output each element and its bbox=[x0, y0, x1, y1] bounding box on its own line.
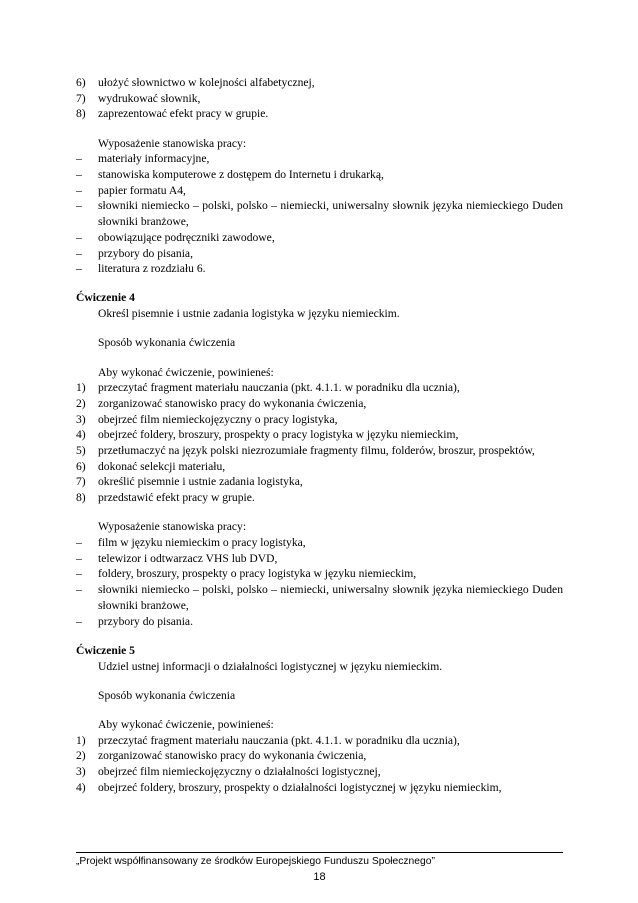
equipment-title: Wyposażenie stanowiska pracy: bbox=[98, 136, 247, 150]
list-text: obejrzeć foldery, broszury, prospekty o pracy logistyka w języku niemieckim, bbox=[98, 428, 459, 442]
dash-marker: – bbox=[76, 152, 82, 166]
list-text: słowniki niemiecko – polski, polsko – niemiecki, uniwersalny słownik języka niemieckiego Duden słowniki branżowe, bbox=[98, 583, 563, 612]
list-marker: 7) bbox=[76, 475, 86, 489]
list-item bbox=[76, 490, 563, 506]
list-item bbox=[76, 91, 563, 107]
list-text: obowiązujące podręczniki zawodowe, bbox=[98, 230, 275, 244]
exercise-4-steps bbox=[76, 380, 563, 506]
footer-divider bbox=[76, 852, 563, 853]
list-text: dokonać selekcji materiału, bbox=[98, 459, 226, 473]
list-item bbox=[76, 535, 563, 551]
exercise-5-method-title: Sposób wykonania ćwiczenia bbox=[98, 688, 236, 702]
exercise-4-equipment bbox=[76, 535, 563, 629]
dash-marker: – bbox=[76, 183, 82, 197]
list-text: telewizor i odtwarzacz VHS lub DVD, bbox=[98, 551, 278, 565]
list-item bbox=[76, 474, 563, 490]
list-item bbox=[76, 780, 563, 796]
list-item bbox=[76, 733, 563, 749]
list-text: przeczytać fragment materiału nauczania (pkt. 4.1.1. w poradniku dla ucznia), bbox=[98, 733, 460, 747]
exercise-5-heading: Ćwiczenie 5 bbox=[76, 643, 135, 657]
list-item bbox=[76, 748, 563, 764]
footer-funding-note: „Projekt współfinansowany ze środków Europejskiego Funduszu Społecznego” bbox=[76, 856, 435, 867]
list-marker: 1) bbox=[76, 733, 86, 747]
list-item bbox=[76, 551, 563, 567]
list-text: przybory do pisania. bbox=[98, 614, 193, 628]
list-marker: 3) bbox=[76, 412, 86, 426]
list-text: ułożyć słownictwo w kolejności alfabetycznej, bbox=[98, 76, 315, 89]
list-item bbox=[76, 198, 563, 229]
dash-marker: – bbox=[76, 246, 82, 260]
list-text: materiały informacyjne, bbox=[98, 152, 210, 166]
list-item bbox=[76, 412, 563, 428]
page-body bbox=[76, 75, 563, 795]
dash-marker: – bbox=[76, 614, 82, 628]
list-item bbox=[76, 764, 563, 780]
list-text: papier formatu A4, bbox=[98, 183, 186, 197]
exercise-4-equipment-title: Wyposażenie stanowiska pracy: bbox=[98, 520, 247, 534]
list-marker: 4) bbox=[76, 428, 86, 442]
list-item bbox=[76, 459, 563, 475]
list-item bbox=[76, 582, 563, 613]
list-text: obejrzeć foldery, broszury, prospekty o działalności logistycznej w języku niemieckim, bbox=[98, 780, 502, 794]
dash-marker: – bbox=[76, 230, 82, 244]
steps-list-continued bbox=[76, 75, 563, 122]
list-text: zaprezentować efekt pracy w grupie. bbox=[98, 107, 269, 121]
list-item bbox=[76, 246, 563, 262]
list-text: przedstawić efekt pracy w grupie. bbox=[98, 491, 255, 505]
list-item bbox=[76, 443, 563, 459]
list-text: słowniki niemiecko – polski, polsko – niemiecki, uniwersalny słownik języka niemieckiego Duden słowniki branżowe, bbox=[98, 199, 563, 229]
list-marker: 6) bbox=[76, 459, 86, 473]
equipment-list bbox=[76, 151, 563, 277]
list-marker: 8) bbox=[76, 107, 86, 121]
list-marker: 6) bbox=[76, 76, 86, 89]
list-marker: 2) bbox=[76, 396, 86, 410]
list-item bbox=[76, 106, 563, 122]
list-text: literatura z rozdziału 6. bbox=[98, 262, 206, 276]
page-number: 18 bbox=[313, 871, 326, 883]
exercise-4-task: Określ pisemnie i ustnie zadania logistyka w języku niemieckim. bbox=[98, 307, 400, 321]
list-text: film w języku niemieckim o pracy logistyka, bbox=[98, 536, 306, 550]
list-item bbox=[76, 566, 563, 582]
list-text: stanowiska komputerowe z dostępem do Internetu i drukarką, bbox=[98, 168, 384, 182]
dash-marker: – bbox=[76, 551, 82, 565]
list-item bbox=[76, 183, 563, 199]
list-marker: 8) bbox=[76, 491, 86, 505]
list-item bbox=[76, 151, 563, 167]
list-item bbox=[76, 75, 563, 91]
list-item bbox=[76, 396, 563, 412]
exercise-4-method-title: Sposób wykonania ćwiczenia bbox=[98, 336, 236, 350]
exercise-5-steps bbox=[76, 733, 563, 796]
list-text: określić pisemnie i ustnie zadania logistyka, bbox=[98, 475, 303, 489]
list-text: przeczytać fragment materiału nauczania (pkt. 4.1.1. w poradniku dla ucznia), bbox=[98, 381, 460, 395]
dash-marker: – bbox=[76, 567, 82, 581]
list-marker: 5) bbox=[76, 444, 86, 458]
dash-marker: – bbox=[76, 199, 82, 213]
list-text: zorganizować stanowisko pracy do wykonania ćwiczenia, bbox=[98, 749, 367, 763]
dash-marker: – bbox=[76, 583, 82, 597]
list-marker: 4) bbox=[76, 780, 86, 794]
list-marker: 7) bbox=[76, 91, 86, 105]
list-marker: 2) bbox=[76, 749, 86, 763]
list-item bbox=[76, 167, 563, 183]
exercise-4-intro: Aby wykonać ćwiczenie, powinieneś: bbox=[98, 365, 274, 379]
exercise-5-task: Udziel ustnej informacji o działalności logistycznej w języku niemieckim. bbox=[98, 659, 443, 673]
list-text: obejrzeć film niemieckojęzyczny o działalności logistycznej, bbox=[98, 765, 381, 779]
list-item bbox=[76, 427, 563, 443]
list-item bbox=[76, 614, 563, 630]
list-item bbox=[76, 380, 563, 396]
list-text: zorganizować stanowisko pracy do wykonania ćwiczenia, bbox=[98, 396, 367, 410]
list-text: przybory do pisania, bbox=[98, 246, 193, 260]
dash-marker: – bbox=[76, 168, 82, 182]
list-text: foldery, broszury, prospekty o pracy logistyka w języku niemieckim, bbox=[98, 567, 417, 581]
list-item bbox=[76, 261, 563, 277]
exercise-5-intro: Aby wykonać ćwiczenie, powinieneś: bbox=[98, 717, 274, 731]
dash-marker: – bbox=[76, 536, 82, 550]
list-item bbox=[76, 230, 563, 246]
list-text: wydrukować słownik, bbox=[98, 91, 201, 105]
exercise-4-heading: Ćwiczenie 4 bbox=[76, 291, 135, 305]
dash-marker: – bbox=[76, 262, 82, 276]
list-text: obejrzeć film niemieckojęzyczny o pracy logistyka, bbox=[98, 412, 338, 426]
list-marker: 3) bbox=[76, 765, 86, 779]
list-text: przetłumaczyć na język polski niezrozumiałe fragmenty filmu, folderów, broszur, prospektów, bbox=[98, 444, 535, 458]
list-marker: 1) bbox=[76, 381, 86, 395]
